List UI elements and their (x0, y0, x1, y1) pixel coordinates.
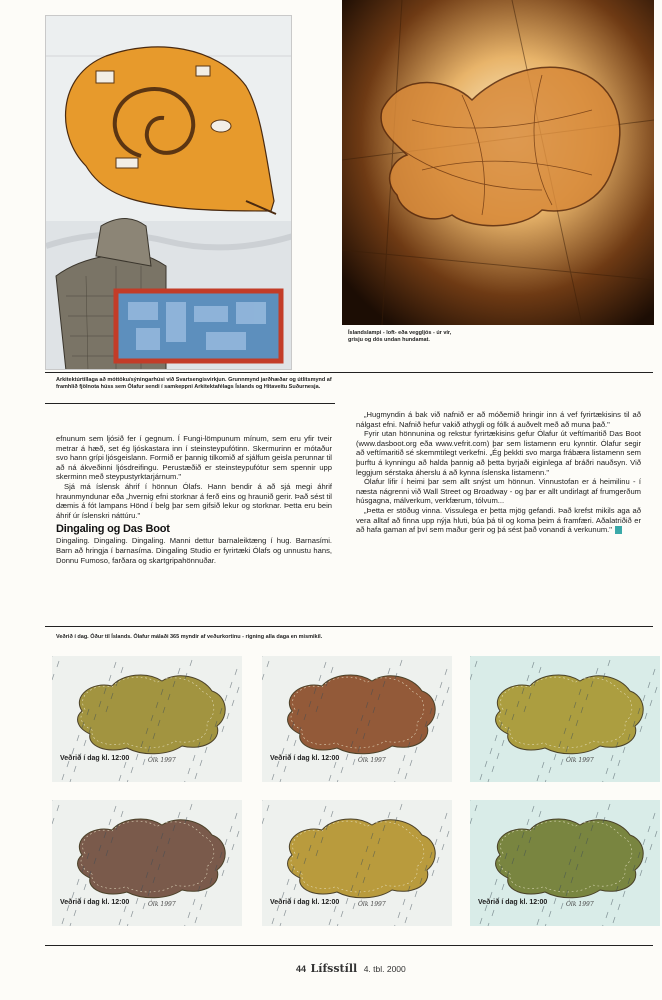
caption-divider (45, 372, 653, 373)
artist-signature: Ólk 1997 (148, 901, 176, 908)
weather-map-label: Veðrið í dag kl. 12:00 (270, 755, 340, 762)
section-heading: Dingaling og Das Boot (56, 523, 170, 536)
weather-map-label: Veðrið í dag kl. 12:00 (60, 755, 130, 762)
weather-map-card (262, 656, 452, 782)
weather-map-card (262, 800, 452, 926)
weather-map-label: Veðrið í dag kl. 12:00 (270, 899, 340, 906)
weather-map-card (470, 800, 660, 926)
page-number: 44 (296, 964, 307, 974)
article-left-column (56, 434, 332, 565)
article-paragraph: Fyrir utan hönnunina og rekstur fyrirtækisins gefur Ólafur út veftímaritið Das Boot (www.dasboot.org eða www.vefrit.com) þar sem listamenn eru kynntir. Ólafur segir að veftímaritið sé skemmtilegt verkefni. „Ég þekkti svo marga frábæra listamenn sem þurftu á kynningu að halda þannig að þetta byrjaði eiginlega af bráðri nauðsyn. Við leggjum sérstaka áherslu á að kynna íslenska listamenn." (356, 429, 641, 477)
architecture-caption: Arkitektúrtillaga að móttöku/sýningarhúsi við Svartsengisvirkjun. Grunnmynd jarðhæðar og útlitsmynd af framhlið fjölnota húss sem Ólafur sendi í samkeppni Arkitektafélags Íslands og Hitaveitu Suðurnesja. (56, 377, 332, 391)
weather-map-card (52, 800, 242, 926)
architecture-drawing-image (45, 15, 292, 370)
article-paragraph: Ólafur lifir í heimi þar sem allt snýst um hönnun. Vinnustofan er á heimilinu - í næsta nágrenni við Wall Street og Broadway - og þar er allt undirlagt af frumgerðum húsgagna, málverkum, verkfærum, tólvum... (356, 477, 641, 506)
section-divider (45, 626, 653, 627)
weather-caption: Veðrið í dag. Óður til Íslands. Ólafur málaði 365 myndir af veðurkortinu - rigning alla daga en mismikil. (56, 634, 323, 640)
article-paragraph: „Hugmyndin á bak við nafnið er að móðemið hringir inn á vef fyrirtækisins til að nálgast efni. Nafnið hefur vakið athygli og fólk á auðvelt með að muna það." (356, 410, 641, 429)
iceland-map-icon (470, 800, 660, 926)
iceland-map-icon (470, 656, 660, 782)
weather-map-card (470, 656, 660, 782)
article-paragraph: Sjá má íslensk áhrif í hönnun Ólafs. Hann bendir á að sjá megi áhrif hraunmyndunar eða „hvernig efni storknar á ferð eins og hraunið gerir. Það sést til dæmis á fót lampans Hönd í belg þar sem gifsið lekur og storknar. Þetta eru bein áhrif úr íslenskri náttúru." (56, 481, 332, 520)
iceland-map-icon (52, 656, 242, 782)
artist-signature: Ólk 1997 (358, 901, 386, 908)
end-mark-icon (615, 526, 622, 534)
iceland-map-icon (262, 656, 452, 782)
issue-date: 4. tbl. 2000 (363, 964, 406, 974)
caption-divider-bottom (45, 403, 335, 404)
lamp-caption: Íslandslampi - loft- eða veggljós - úr vír, grisju og dós undan hundamat. (348, 330, 452, 343)
article-paragraph: „Þetta er stöðug vinna. Vissulega er þetta mjög gefandi. Það krefst mikils aga að vera alltaf að finna upp nýja hluti, búa þá til og koma þeim á framfæri. Aðalatriðið er að hafa gaman af því sem maður gerir og þá sést það vonandi á verkunum." (356, 505, 641, 535)
iceland-lamp-photo (342, 0, 654, 325)
article-right-column (356, 410, 641, 535)
footer-divider (45, 945, 653, 946)
iceland-map-icon (52, 800, 242, 926)
artist-signature: Ólk 1997 (148, 757, 176, 764)
weather-map-label: Veðrið í dag kl. 12:00 (60, 899, 130, 906)
artist-signature: Ólk 1997 (566, 757, 594, 764)
page-footer (296, 962, 406, 975)
article-paragraph: Dingaling. Dingaling. Dingaling. Manni dettur barnaleiktæng í hug. Barnasími. Barn að hringja í barnasíma. Dingaling Studio er fyrirtæki Ólafs og unnustu hans, Donnu Fumoso, farðara og skartgripahönnuðar. (56, 536, 332, 565)
weather-map-label: Veðrið í dag kl. 12:00 (478, 899, 548, 906)
article-paragraph: efnunum sem ljósið fer í gegnum. Í Fungi-lömpunum mínum, sem eru yfir tveir metrar á hæð, set ég ljóskastara inn í steinsteypufótinn. Skermurinn er mótaður svo hann grípi ljósgeislann. Formið er þannig tilkomið af sjálfum geisla perunnar til að ná ákveðinni ljósdreifingu. Perustæðið er steinsteypufótur sem spennir upp skerminn með steypustyrktarjárnum." (56, 434, 332, 482)
weather-map-card (52, 656, 242, 782)
artist-signature: Ólk 1997 (358, 757, 386, 764)
iceland-map-icon (262, 800, 452, 926)
artist-signature: Ólk 1997 (566, 901, 594, 908)
magazine-name: Lífsstíll (310, 962, 358, 975)
